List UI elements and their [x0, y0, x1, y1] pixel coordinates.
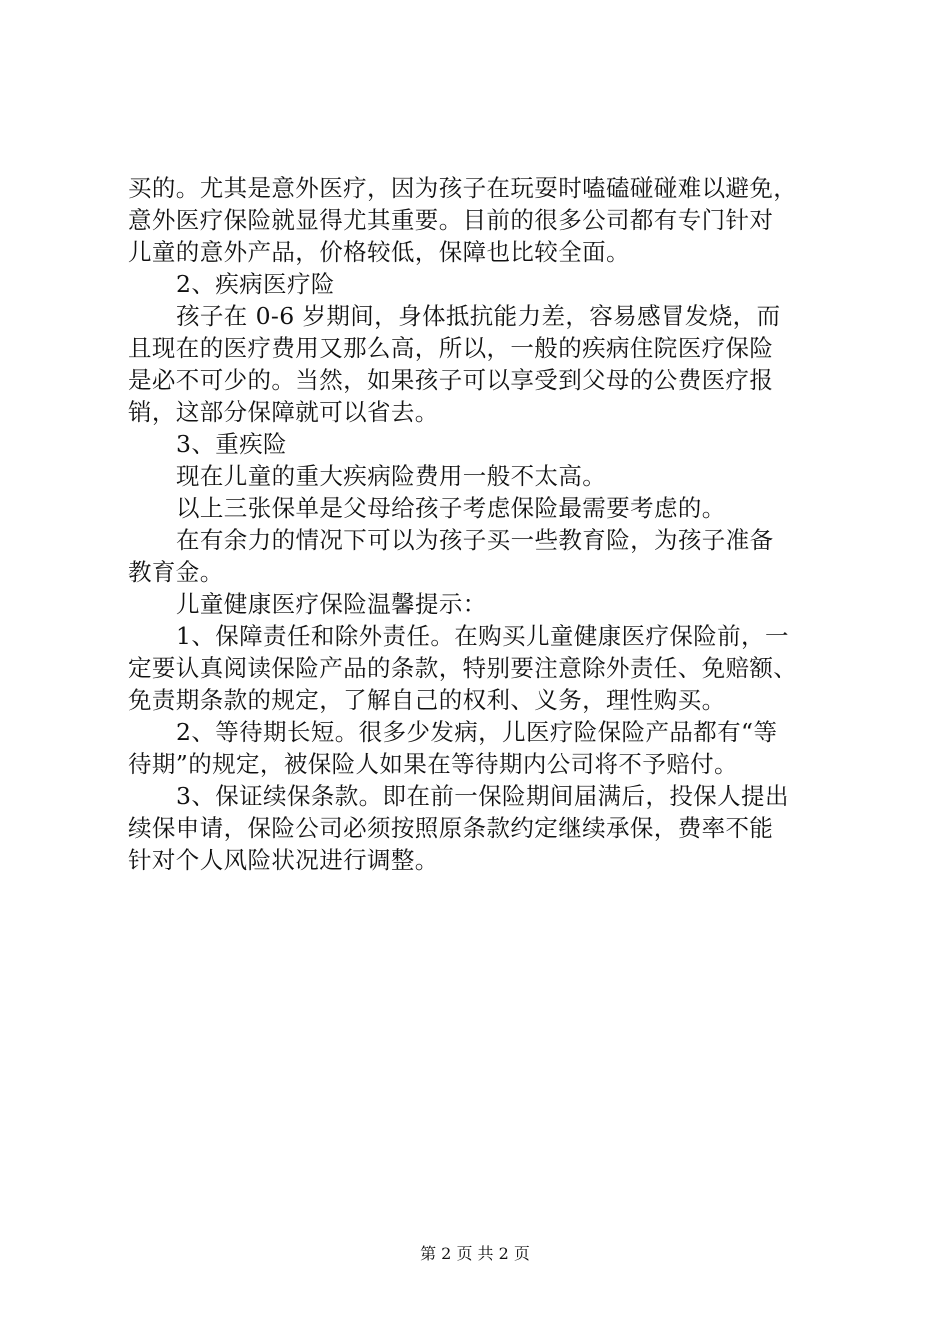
- paragraph-line: 教育金。: [128, 558, 224, 586]
- paragraph-line: 买的。尤其是意外医疗，因为孩子在玩耍时嗑磕碰碰难以避免，: [128, 174, 798, 202]
- paragraph-line: 定要认真阅读保险产品的条款，特别要注意除外责任、免赔额、: [128, 654, 798, 682]
- page-number-label: 第 2 页 共 2 页: [420, 1244, 530, 1263]
- paragraph-line: 孩子在 0-6 岁期间，身体抵抗能力差，容易感冒发烧，而: [176, 302, 781, 330]
- paragraph-line: 续保申请，保险公司必须按照原条款约定继续承保，费率不能: [128, 814, 774, 842]
- paragraph-line: 1、保障责任和除外责任。在购买儿童健康医疗保险前，一: [176, 622, 789, 650]
- paragraph-line: 2、等待期长短。很多少发病，儿医疗险保险产品都有“等: [176, 718, 778, 746]
- paragraph-line: 意外医疗保险就显得尤其重要。目前的很多公司都有专门针对: [128, 206, 774, 234]
- section-heading: 2、疾病医疗险: [176, 270, 335, 298]
- paragraph-line: 儿童的意外产品，价格较低，保障也比较全面。: [128, 238, 630, 266]
- document-body: [128, 172, 828, 876]
- section-heading: 3、重疾险: [176, 430, 287, 458]
- paragraph-line: 现在儿童的重大疾病险费用一般不太高。: [176, 462, 607, 490]
- page-footer: [0, 1244, 950, 1264]
- tips-heading: 儿童健康医疗保险温馨提示：: [176, 590, 487, 618]
- paragraph-line: 免责期条款的规定，了解自己的权利、义务，理性购买。: [128, 686, 726, 714]
- paragraph-line: 以上三张保单是父母给孩子考虑保险最需要考虑的。: [176, 494, 726, 522]
- paragraph-line: 且现在的医疗费用又那么高，所以，一般的疾病住院医疗保险: [128, 334, 774, 362]
- paragraph-line: 3、保证续保条款。即在前一保险期间届满后，投保人提出: [176, 782, 789, 810]
- paragraph-line: 在有余力的情况下可以为孩子买一些教育险，为孩子准备: [176, 526, 774, 554]
- paragraph-line: 针对个人风险状况进行调整。: [128, 846, 439, 874]
- paragraph-line: 待期”的规定，被保险人如果在等待期内公司将不予赔付。: [128, 750, 738, 778]
- paragraph-line: 销，这部分保障就可以省去。: [128, 398, 439, 426]
- paragraph-line: 是必不可少的。当然，如果孩子可以享受到父母的公费医疗报: [128, 366, 774, 394]
